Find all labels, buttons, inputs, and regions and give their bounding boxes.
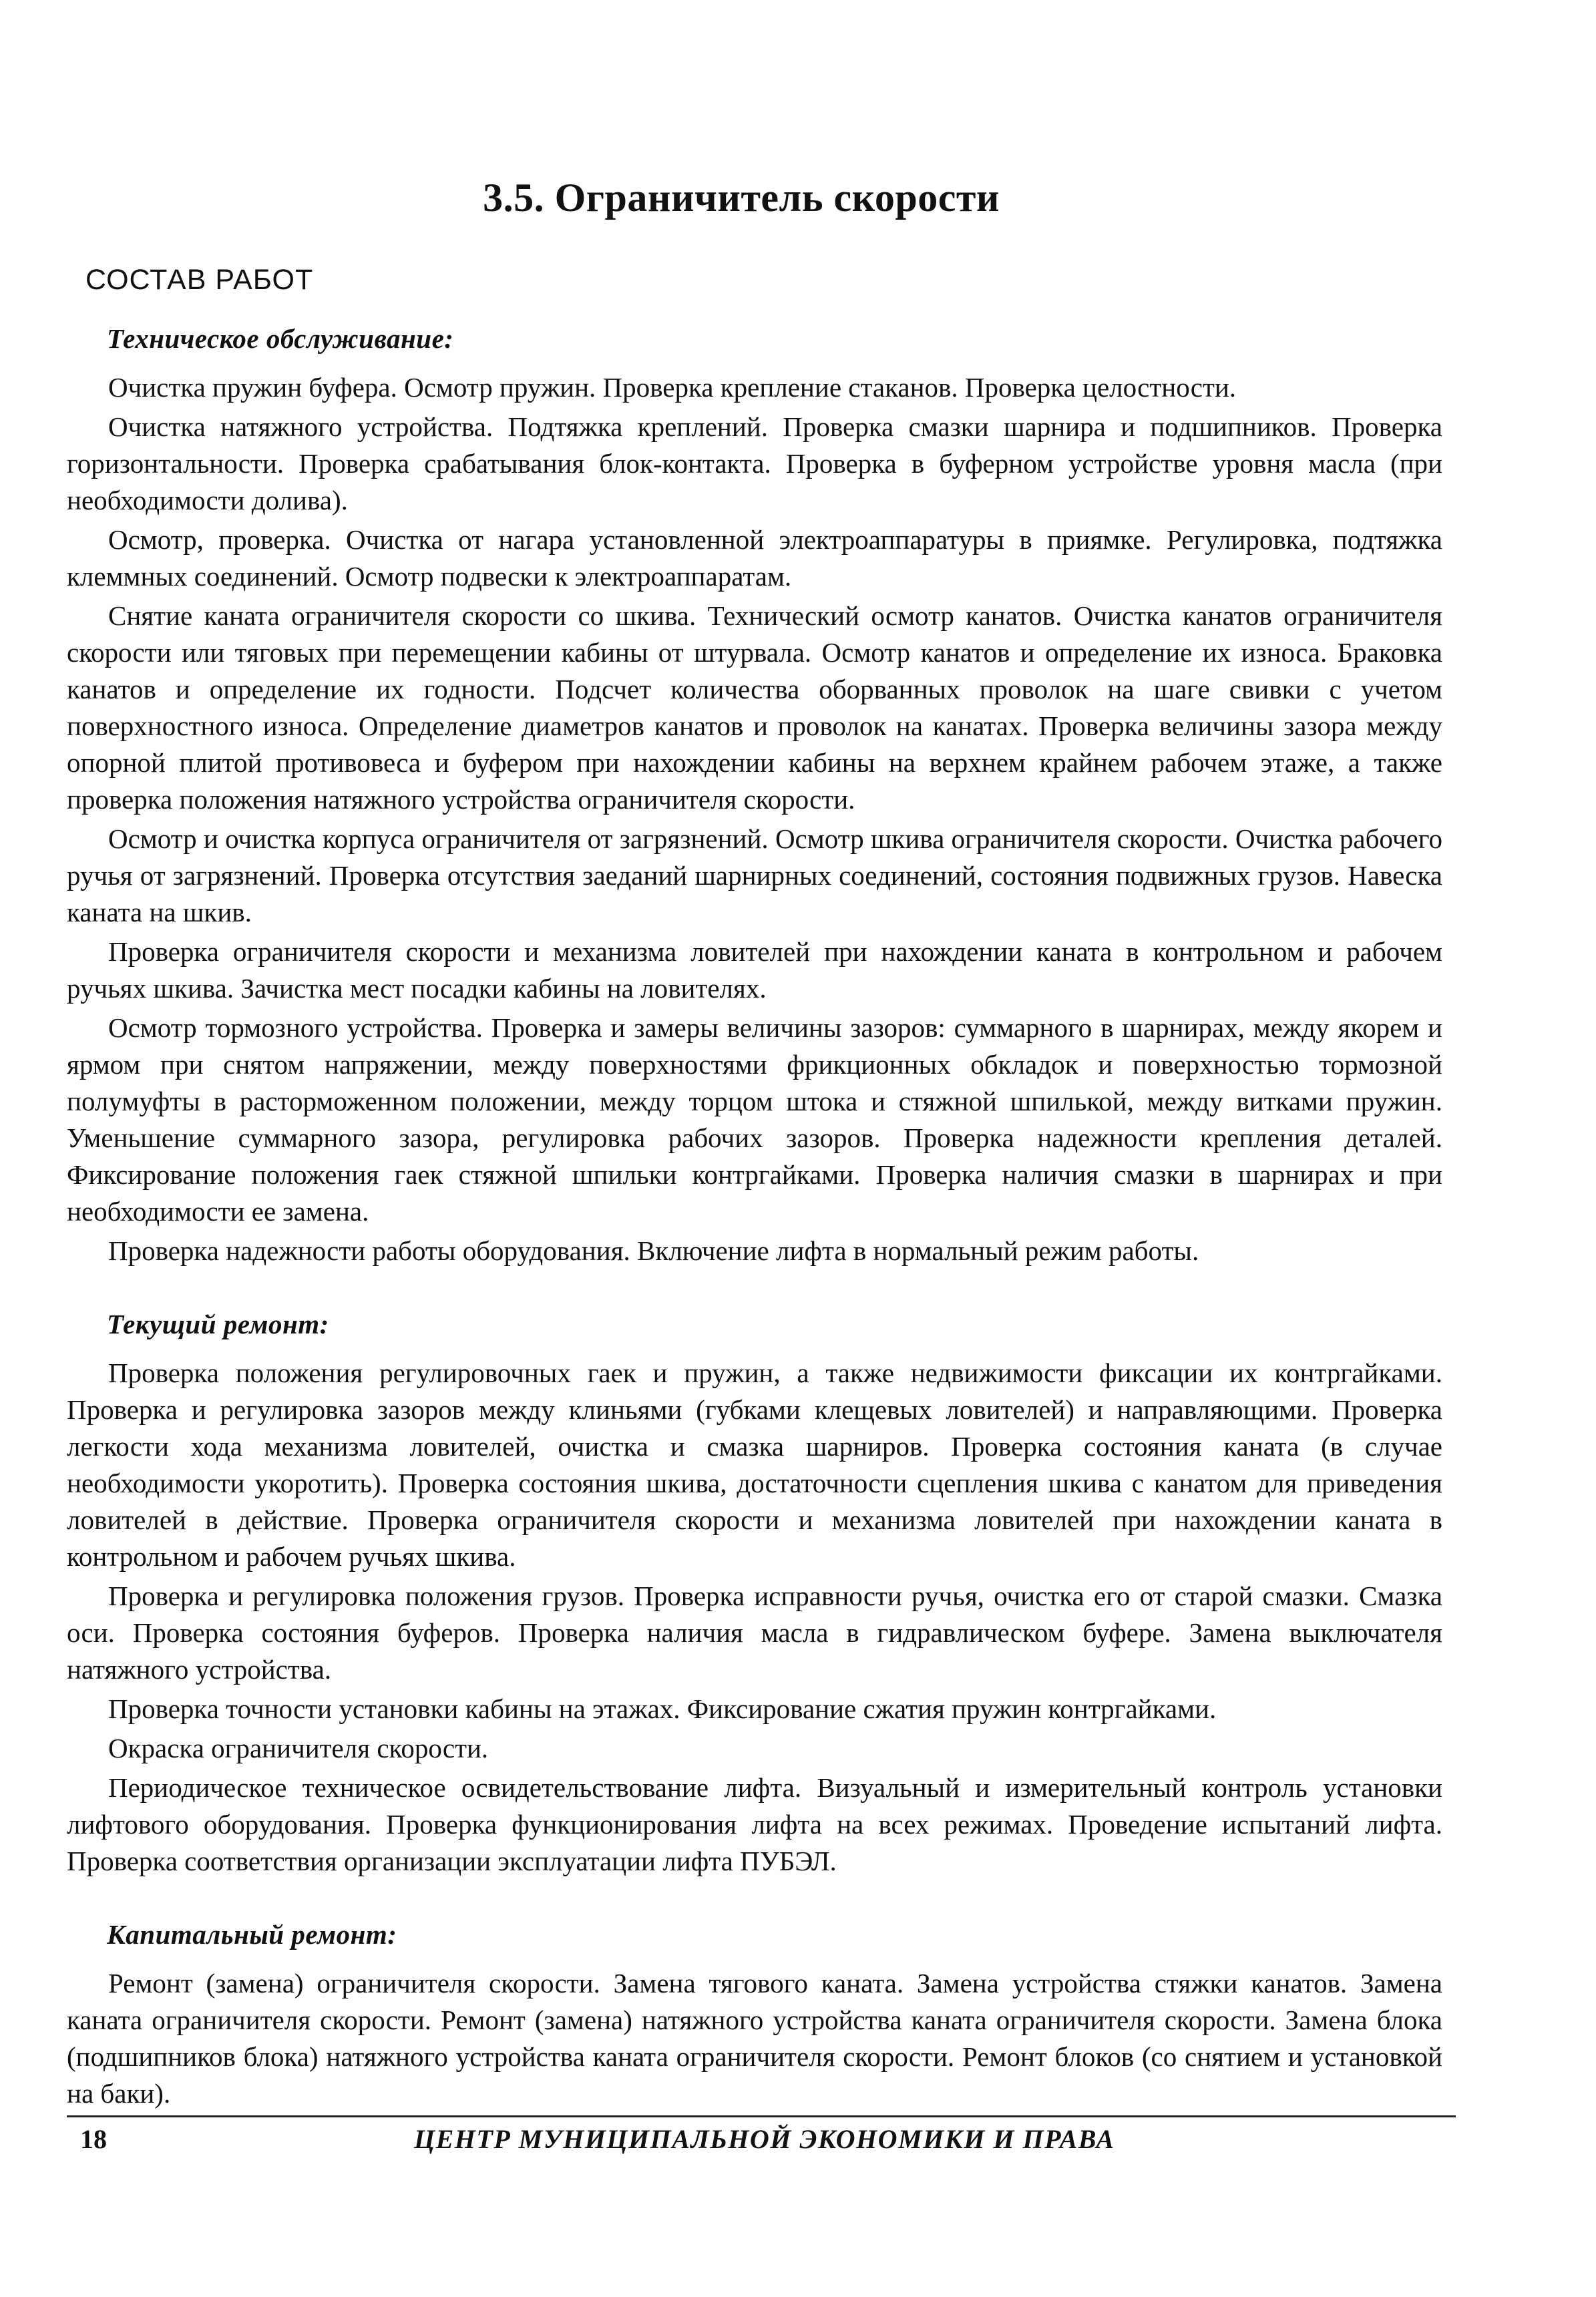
page-title: 3.5. Ограничитель скорости: [483, 176, 1000, 220]
publisher-name: ЦЕНТР МУНИЦИПАЛЬНОЙ ЭКОНОМИКИ И ПРАВА: [414, 2124, 1115, 2154]
composition-heading: СОСТАВ РАБОТ: [85, 264, 314, 296]
paragraph: Проверка ограничителя скорости и механизма ловителей при нахождении каната в контрольном и рабочем ручьях шкива. Зачистка мест посадки кабины на ловителях.: [67, 936, 1442, 1004]
paragraph: Очистка пружин буфера. Осмотр пружин. Проверка крепление стаканов. Проверка целостности.: [108, 372, 1237, 403]
paragraph: Осмотр и очистка корпуса ограничителя от загрязнений. Осмотр шкива ограничителя скорости. Очистка рабочего ручья от загрязнений. Проверка отсутствия заеданий шарнирных соединений, состояния подвижных грузов. Навеска каната на шкив.: [67, 823, 1442, 927]
section-capital-repair: [67, 1916, 1442, 2112]
paragraph: Проверка положения регулировочных гаек и пружин, а также недвижимости фиксации их контргайками. Проверка и регулировка зазоров между клиньями (губками клещевых ловителей) и направляющими. Проверка легкости хода механизма ловителей, очистка и смазка шарниров. Проверка состояния каната (в случае необходимости укоротить). Проверка состояния шкива, достаточности сцепления шкива с канатом для приведения ловителей в действие. Проверка ограничителя скорости и механизма ловителей при нахождении каната в контрольном и рабочем ручьях шкива.: [67, 1358, 1442, 1572]
paragraph: Периодическое техническое освидетельствование лифта. Визуальный и измерительный контроль установки лифтового оборудования. Проверка функционирования лифта на всех режимах. Проведение испытаний лифта. Проверка соответствия организации эксплуатации лифта ПУБЭЛ.: [67, 1772, 1442, 1876]
section-current-repair: [67, 1306, 1442, 1880]
document-body: [67, 321, 1442, 2115]
paragraph: Ремонт (замена) ограничителя скорости. Замена тягового каната. Замена устройства стяжки канатов. Замена каната ограничителя скорости. Ремонт (замена) натяжного устройства каната ограничителя скорости. Замена блока (подшипников блока) натяжного устройства каната ограничителя скорости. Ремонт блоков (со снятием и установкой на баки).: [67, 1968, 1442, 2109]
paragraph: Снятие каната ограничителя скорости со шкива. Технический осмотр канатов. Очистка канатов ограничителя скорости или тяговых при перемещении кабины от штурвала. Осмотр канатов и определение их износа. Браковка канатов и определение их годности. Подсчет количества оборванных проволок на шаге свивки с учетом поверхностного износа. Определение диаметров канатов и проволок на канатах. Проверка величины зазора между опорной плитой противовеса и буфером при нахождении кабины на верхнем крайнем рабочем этаже, а также проверка положения натяжного устройства ограничителя скорости.: [67, 600, 1442, 815]
footer-divider: [67, 2115, 1456, 2117]
section-title: Текущий ремонт:: [107, 1309, 329, 1339]
paragraph: Осмотр тормозного устройства. Проверка и замеры величины зазоров: суммарного в шарнирах, между якорем и ярмом при снятом напряжении, между поверхностями фрикционных обкладок и поверхностью тормозной полумуфты в расторможенном положении, между торцом штока и стяжной шпилькой, между витками пружин. Уменьшение суммарного зазора, регулировка рабочих зазоров. Проверка надежности крепления деталей. Фиксирование положения гаек стяжной шпильки контргайками. Проверка наличия смазки в шарнирах и при необходимости ее замена.: [67, 1012, 1442, 1227]
section-title: Техническое обслуживание:: [107, 323, 454, 354]
paragraph: Проверка точности установки кабины на этажах. Фиксирование сжатия пружин контргайками.: [108, 1693, 1217, 1724]
section-title: Капитальный ремонт:: [107, 1919, 397, 1950]
paragraph: Проверка надежности работы оборудования. Включение лифта в нормальный режим работы.: [108, 1235, 1199, 1266]
paragraph: Очистка натяжного устройства. Подтяжка креплений. Проверка смазки шарнира и подшипников. Проверка горизонтальности. Проверка срабатывания блок-контакта. Проверка в буферном устройстве уровня масла (при необходимости долива).: [67, 411, 1442, 515]
paragraph: Окраска ограничителя скорости.: [108, 1733, 489, 1763]
paragraph: Осмотр, проверка. Очистка от нагара установленной электроаппаратуры в приямке. Регулировка, подтяжка клеммных соединений. Осмотр подвески к электроаппаратам.: [67, 524, 1442, 592]
page-number: 18: [80, 2124, 107, 2154]
paragraph: Проверка и регулировка положения грузов. Проверка исправности ручья, очистка его от старой смазки. Смазка оси. Проверка состояния буферов. Проверка наличия масла в гидравлическом буфере. Замена выключателя натяжного устройства.: [67, 1581, 1442, 1685]
section-maintenance: [67, 321, 1442, 1269]
